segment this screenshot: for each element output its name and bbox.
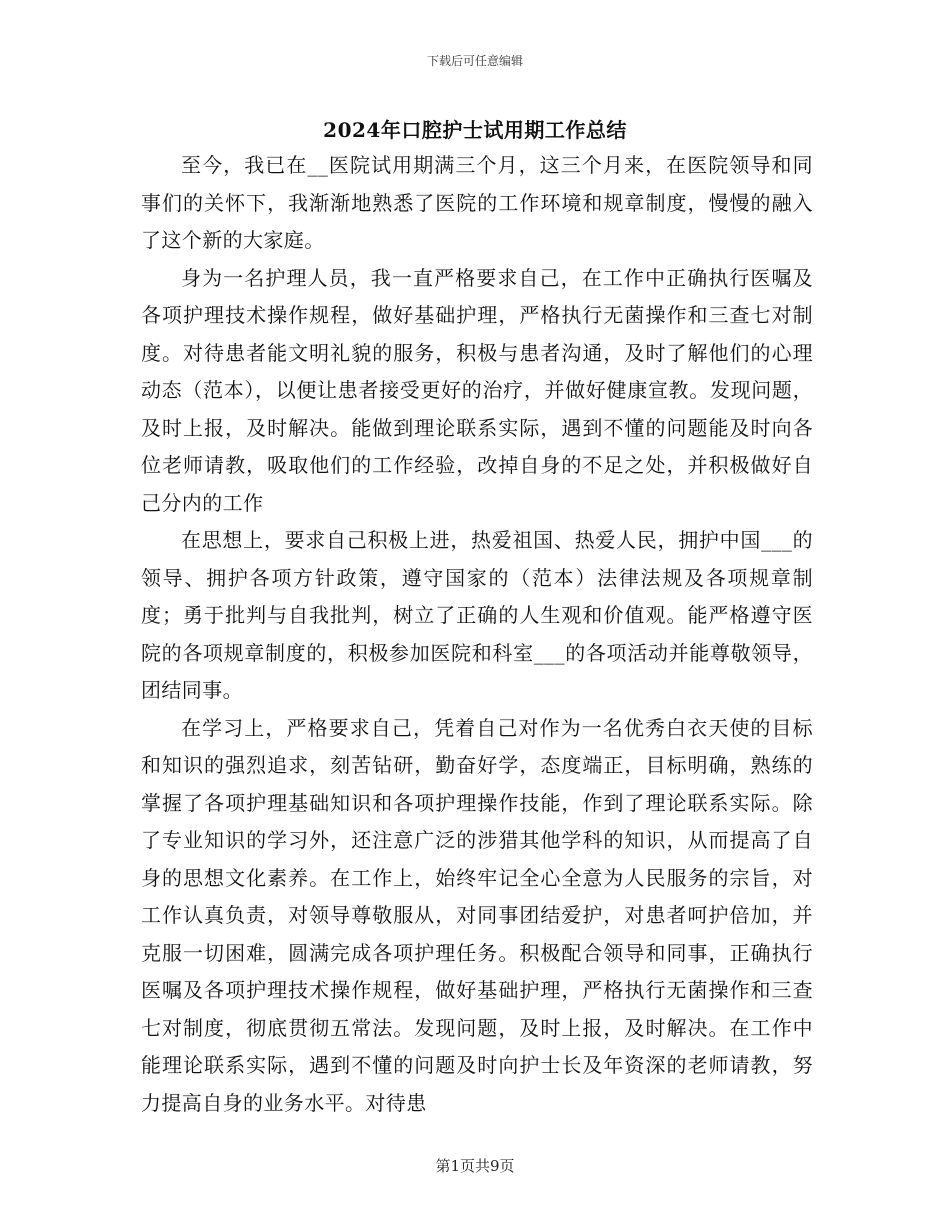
page-footer: 第1页共9页 xyxy=(435,1157,515,1175)
paragraph-study: 在学习上，严格要求自己，凭着自己对作为一名优秀白衣天使的目标和知识的强烈追求，刻苦钻研，勤奋好学，态度端正，目标明确，熟练的掌握了各项护理基础知识和各项护理操作技能，作到了理论联系实际。除了专业知识的学习外，还注意广泛的涉猎其他学科的知识，从而提高了自身的思想文化素养。在工作上，始终牢记全心全意为人民服务的宗旨，对工作认真负责，对领导尊敬服从，对同事团结爱护，对患者呵护倍加，并克服一切困难，圆满完成各项护理任务。积极配合领导和同事，正确执行医嘱及各项护理技术操作规程，做好基础护理，严格执行无菌操作和三查七对制度，彻底贯彻五常法。发现问题，及时上报，及时解决。在工作中能理论联系实际，遇到不懂的问题及时向护士长及年资深的老师请教，努力提高自身的业务水平。对待患 xyxy=(141,715,813,1115)
paragraph-intro: 至今，我已在__医院试用期满三个月，这三个月来，在医院领导和同事们的关怀下，我渐渐地熟悉了医院的工作环境和规章制度，慢慢的融入了这个新的大家庭。 xyxy=(141,153,813,252)
document-title: 2024年口腔护士试用期工作总结 xyxy=(323,118,627,142)
header-note: 下载后可任意编辑 xyxy=(426,54,523,68)
paragraph-nursing-work: 身为一名护理人员，我一直严格要求自己，在工作中正确执行医嘱及各项护理技术操作规程，做好基础护理，严格执行无菌操作和三查七对制度。对待患者能文明礼貌的服务，积极与患者沟通，及时了解他们的心理动态（范本），以便让患者接受更好的治疗，并做好健康宣教。发现问题，及时上报，及时解决。能做到理论联系实际，遇到不懂的问题能及时向各位老师请教，吸取他们的工作经验，改掉自身的不足之处，并积极做好自己分内的工作 xyxy=(141,265,813,515)
paragraph-ideology: 在思想上，要求自己积极上进，热爱祖国、热爱人民，拥护中国___的领导、拥护各项方针政策，遵守国家的（范本）法律法规及各项规章制度；勇于批判与自我批判，树立了正确的人生观和价值观。能严格遵守医院的各项规章制度的，积极参加医院和科室___的各项活动并能尊敬领导，团结同事。 xyxy=(141,528,813,702)
document-body xyxy=(141,147,813,1122)
